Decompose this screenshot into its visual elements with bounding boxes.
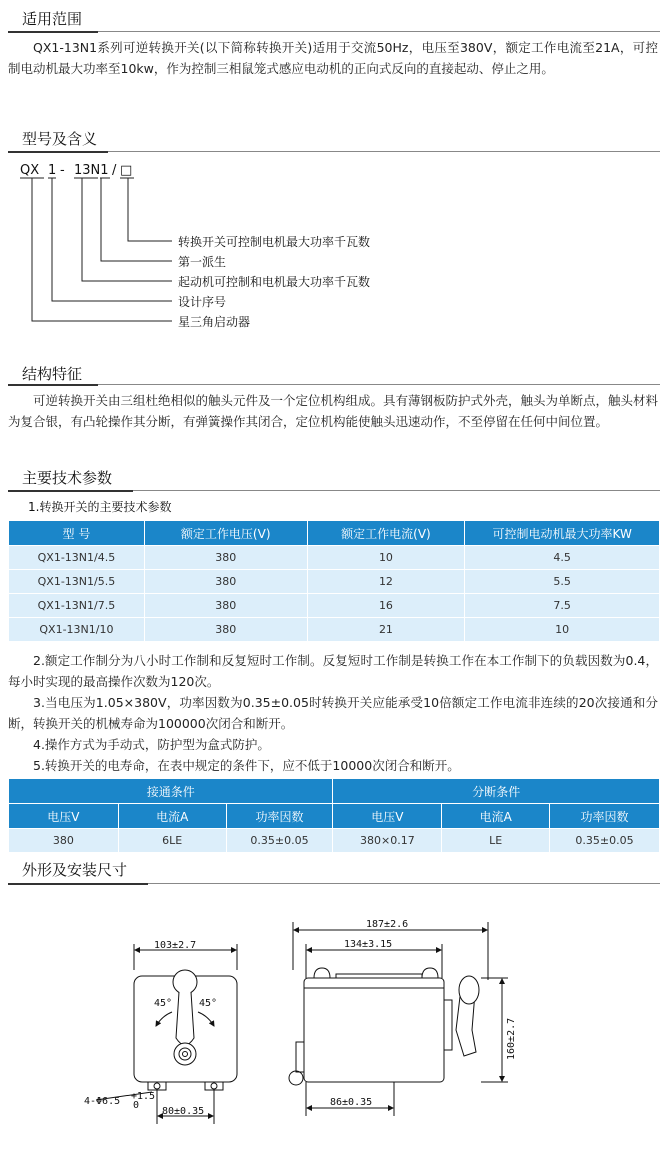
side-view-drawing — [276, 910, 526, 1130]
param-note-4: 4.操作方式为手动式，防护型为盒式防护。 — [33, 737, 270, 752]
front-hole-tol-lower: 0 — [133, 1100, 140, 1111]
dimensions-title: 外形及安装尺寸 — [22, 861, 128, 879]
model-meaning-1: 转换开关可控制电机最大功率千瓦数 — [178, 235, 371, 249]
code-part-box: □ — [120, 163, 133, 178]
front-hole-tol-upper: +1.5 — [131, 1091, 156, 1102]
model-meaning-4: 设计序号 — [178, 295, 227, 309]
code-part-dash: - — [60, 163, 65, 178]
code-part-slash: / — [112, 163, 117, 178]
table-cell: 21 — [307, 618, 465, 642]
table-cell: 16 — [307, 594, 465, 618]
table-row — [9, 829, 660, 853]
front-angle-right: 45° — [199, 998, 218, 1009]
table-cell: 6LE — [118, 829, 226, 853]
table2-header: 电流A — [118, 804, 226, 829]
table-cell: 380 — [144, 618, 307, 642]
table-row — [9, 618, 660, 642]
table-cell: 0.35±0.05 — [550, 829, 660, 853]
structure-title-tab — [8, 362, 98, 386]
table1-header-voltage: 额定工作电压(V) — [144, 521, 307, 546]
table-cell: 10 — [307, 546, 465, 570]
table2-group-make: 接通条件 — [9, 779, 333, 804]
table-cell: 380 — [144, 594, 307, 618]
front-view-drawing — [78, 930, 248, 1130]
spec-table-2 — [8, 778, 660, 853]
table2-header: 电流A — [442, 804, 550, 829]
dimensions-title-tab — [8, 861, 148, 885]
table-cell: 380 — [144, 570, 307, 594]
structure-title-line — [8, 384, 660, 385]
structure-title: 结构特征 — [22, 365, 83, 383]
model-code-diagram — [0, 155, 440, 335]
front-spacing-label: 80±0.35 — [162, 1106, 205, 1117]
table2-header: 电压V — [333, 804, 442, 829]
table2-header-row — [9, 804, 660, 829]
scope-text: QX1-13N1系列可逆转换开关(以下简称转换开关)适用于交流50Hz，电压至380V，额定工作电流至21A，可控制电动机最大功率至10kw，作为控制三相鼠笼式感应电动机的正向式反向的直接起动、停止之用。 — [8, 40, 658, 76]
table1-header-current: 额定工作电流(V) — [307, 521, 465, 546]
table-cell: QX1-13N1/10 — [9, 618, 145, 642]
params-title: 主要技术参数 — [22, 469, 113, 487]
table-cell: LE — [442, 829, 550, 853]
scope-title-tab — [8, 9, 98, 33]
table-cell: 0.35±0.05 — [226, 829, 333, 853]
param-note-5: 5.转换开关的电寿命，在表中规定的条件下，应不低于10000次闭合和断开。 — [33, 758, 460, 773]
table-row — [9, 594, 660, 618]
table2-header: 电压V — [9, 804, 119, 829]
model-title: 型号及含义 — [22, 130, 98, 148]
scope-title-line — [8, 31, 660, 32]
table-cell: 380 — [9, 829, 119, 853]
spec-table-1 — [8, 520, 660, 642]
side-total-label: 187±2.6 — [366, 919, 409, 930]
table2-header: 功率因数 — [550, 804, 660, 829]
table-cell: 4.5 — [465, 546, 660, 570]
param-note-3: 3.当电压为1.05×380V，功率因数为0.35±0.05时转换开关应能承受10倍额定工作电流非连续的20次接通和分断，转换开关的机械寿命为100000次闭合和断开。 — [8, 695, 658, 731]
table-cell: QX1-13N1/5.5 — [9, 570, 145, 594]
params-title-tab — [8, 468, 133, 492]
side-body-label: 134±3.15 — [344, 939, 393, 950]
table-cell: QX1-13N1/7.5 — [9, 594, 145, 618]
table2-group-break: 分断条件 — [333, 779, 660, 804]
scope-title: 适用范围 — [22, 10, 83, 28]
table2-header: 功率因数 — [226, 804, 333, 829]
code-part-qx: QX — [20, 163, 40, 178]
table-row — [9, 546, 660, 570]
table1-caption: 1.转换开关的主要技术参数 — [28, 500, 172, 514]
param-note-2: 2.额定工作制分为八小时工作制和反复短时工作制。反复短时工作制是转换工作在本工作制下的负载因数为0.4，每小时实现的最高操作次数为120次。 — [8, 653, 658, 689]
code-part-1: 1 — [48, 163, 57, 178]
side-height-label: 160±2.7 — [506, 1017, 517, 1060]
code-part-13n1: 13N1 — [74, 163, 109, 178]
model-meaning-2: 第一派生 — [178, 255, 227, 269]
table-cell: 12 — [307, 570, 465, 594]
model-meaning-3: 起动机可控制和电机最大功率千瓦数 — [178, 275, 371, 289]
table1-header-row — [9, 521, 660, 546]
structure-text: 可逆转换开关由三组杜绝相似的触头元件及一个定位机构组成。具有薄钢板防护式外壳，触头为单断点，触头材料为复合银，有凸轮操作其分断，有弹簧操作其闭合，定位机构能使触头迅速动作，不至停留在任何中间位置。 — [8, 393, 659, 429]
table-cell: QX1-13N1/4.5 — [9, 546, 145, 570]
table1-header-power: 可控制电动机最大功率KW — [465, 521, 660, 546]
table-cell: 5.5 — [465, 570, 660, 594]
front-angle-left: 45° — [154, 998, 173, 1009]
table1-header-model: 型 号 — [9, 521, 145, 546]
front-width-label: 103±2.7 — [154, 940, 197, 951]
table-cell: 380×0.17 — [333, 829, 442, 853]
table-cell: 10 — [465, 618, 660, 642]
side-mount-label: 86±0.35 — [330, 1097, 373, 1108]
model-meaning-5: 星三角启动器 — [178, 315, 251, 329]
table2-group-row — [9, 779, 660, 804]
front-hole-label: 4-Φ6.5 — [84, 1096, 121, 1107]
table-cell: 380 — [144, 546, 307, 570]
table-cell: 7.5 — [465, 594, 660, 618]
table-row — [9, 570, 660, 594]
model-title-tab — [8, 129, 108, 153]
param-notes — [8, 650, 658, 776]
